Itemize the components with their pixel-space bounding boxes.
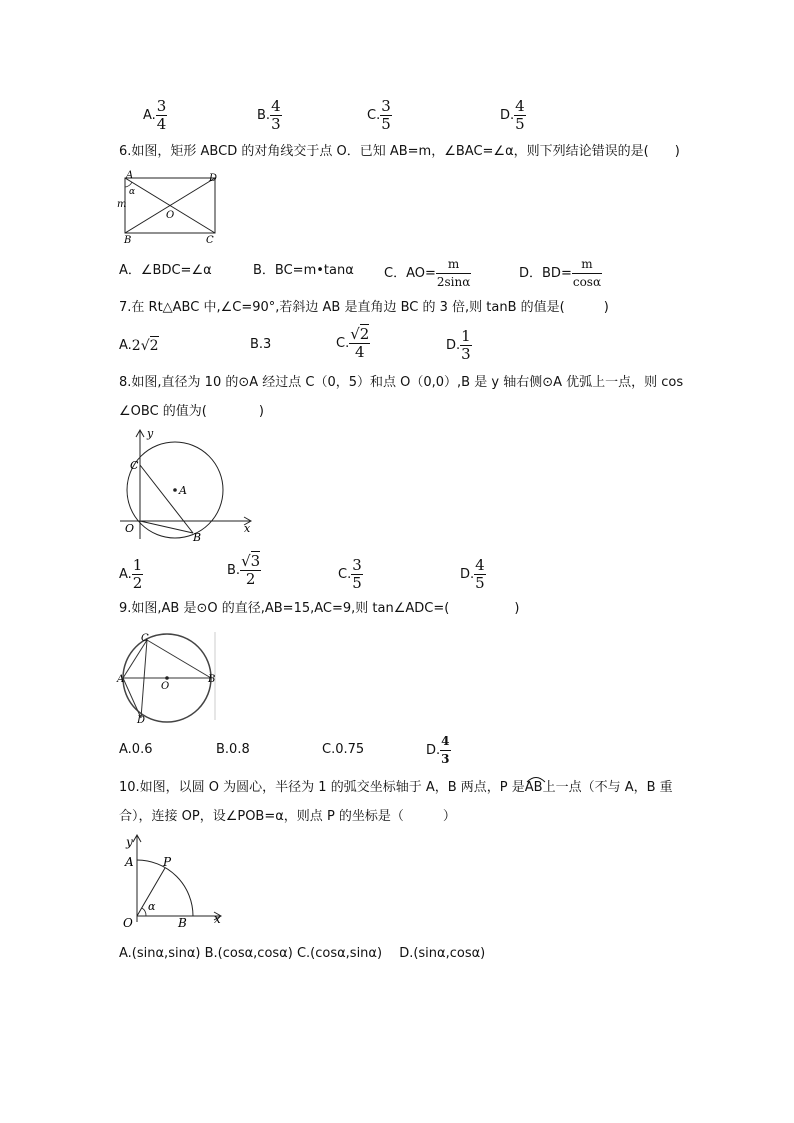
label-a: A bbox=[126, 170, 134, 181]
label-y: y bbox=[126, 835, 133, 849]
center-o-dot bbox=[165, 676, 169, 680]
q6-rectangle-figure bbox=[115, 170, 225, 245]
arc-symbol bbox=[525, 775, 547, 783]
label-y: y bbox=[147, 427, 154, 440]
label-c: C bbox=[130, 459, 139, 472]
label-o: O bbox=[166, 210, 175, 221]
label-o: O bbox=[161, 681, 170, 692]
q10-stem-line2: 合），连接 OP，设∠POB=α，则点 P 的坐标是（ ） bbox=[119, 809, 456, 824]
q6-option-c: C．AO= $\frac{m}{2\sin\alpha}$ bbox=[384, 257, 471, 289]
q5-option-d: D. $\frac{4}{5}$ bbox=[500, 97, 525, 133]
q5-option-b: B. $\frac{4}{3}$ bbox=[257, 97, 281, 133]
label-x: x bbox=[214, 912, 221, 926]
center-a-dot bbox=[173, 488, 177, 492]
q7-option-a: A.2√2 bbox=[119, 337, 159, 354]
label-o: O bbox=[123, 916, 133, 930]
arc-ab-notation: AB bbox=[525, 779, 543, 797]
segment-cb bbox=[147, 640, 211, 678]
q6-option-b: B．BC=m•tanα bbox=[253, 263, 354, 278]
label-m: m bbox=[117, 199, 127, 210]
q7-option-c: C. $\frac{√2}{4}$ bbox=[336, 325, 370, 361]
angle-alpha-arc bbox=[142, 908, 146, 916]
q6-option-d: D．BD= $\frac{m}{\cos\alpha}$ bbox=[519, 257, 602, 289]
q8-stem-line2: ∠OBC 的值为( ) bbox=[119, 404, 264, 419]
q6-stem: 6.如图，矩形 ABCD 的对角线交于点 O．已知 AB=m，∠BAC=∠α，则下列结论错误的是( ) bbox=[119, 144, 680, 159]
q7-stem: 7.在 Rt△ABC 中,∠C=90°,若斜边 AB 是直角边 BC 的 3 倍,则 tanB 的值是( ) bbox=[119, 300, 609, 315]
label-d: D bbox=[137, 715, 146, 725]
label-a: A bbox=[179, 484, 187, 497]
label-b: B bbox=[124, 235, 132, 245]
label-c: C bbox=[206, 235, 214, 245]
q9-option-c: C.0.75 bbox=[322, 742, 365, 757]
q8-option-d: D. $\frac{4}{5}$ bbox=[460, 556, 485, 592]
q8-option-a: A. $\frac{1}{2}$ bbox=[119, 556, 143, 592]
q9-circle-figure bbox=[115, 630, 220, 725]
label-o: O bbox=[125, 522, 135, 535]
q9-option-a: A.0.6 bbox=[119, 742, 153, 757]
q8-stem-line1: 8.如图,直径为 10 的⊙A 经过点 C（0，5）和点 O（0,0）,B 是 y 轴右侧⊙A 优弧上一点，则 cos bbox=[119, 375, 684, 390]
label-a: A bbox=[117, 674, 125, 685]
q8-option-c: C. $\frac{3}{5}$ bbox=[338, 556, 362, 592]
q6-option-a: A．∠BDC=∠α bbox=[119, 263, 212, 278]
q5-option-a: A. $\frac{3}{4}$ bbox=[143, 97, 167, 133]
label-b: B bbox=[178, 916, 187, 930]
q10-stem-line1: 10.如图，以圆 O 为圆心，半径为 1 的弧交坐标轴于 A，B 两点，P 是 AB上一点（不与 A，B 重 bbox=[119, 779, 673, 797]
q5-option-c: C. $\frac{3}{5}$ bbox=[367, 97, 391, 133]
label-d: D bbox=[209, 173, 218, 184]
q8-circle-figure bbox=[115, 425, 260, 545]
q9-option-b: B.0.8 bbox=[216, 742, 250, 757]
q9-stem: 9.如图,AB 是⊙O 的直径,AB=15,AC=9,则 tan∠ADC=( ) bbox=[119, 601, 520, 616]
q8-option-b: B. $\frac{√3}{2}$ bbox=[227, 552, 261, 588]
label-a: A bbox=[125, 855, 134, 869]
q10-options: A.(sinα,sinα) B.(cosα,cosα) C.(cosα,sinα) D.(sinα,cosα) bbox=[119, 946, 486, 961]
label-c: C bbox=[141, 633, 149, 644]
label-p: P bbox=[163, 855, 172, 869]
q7-option-b: B.3 bbox=[250, 337, 272, 352]
label-alpha: α bbox=[129, 187, 136, 197]
label-x: x bbox=[244, 522, 251, 535]
segment-ad bbox=[123, 678, 141, 718]
segment-cd bbox=[141, 640, 147, 718]
q9-option-d: D. $\frac{4}{3}$ bbox=[426, 734, 450, 766]
q7-option-d: D. $\frac{1}{3}$ bbox=[446, 327, 471, 363]
q10-arc-figure bbox=[115, 830, 230, 930]
label-b: B bbox=[193, 531, 202, 544]
label-b: B bbox=[208, 674, 216, 685]
label-alpha: α bbox=[148, 900, 156, 913]
